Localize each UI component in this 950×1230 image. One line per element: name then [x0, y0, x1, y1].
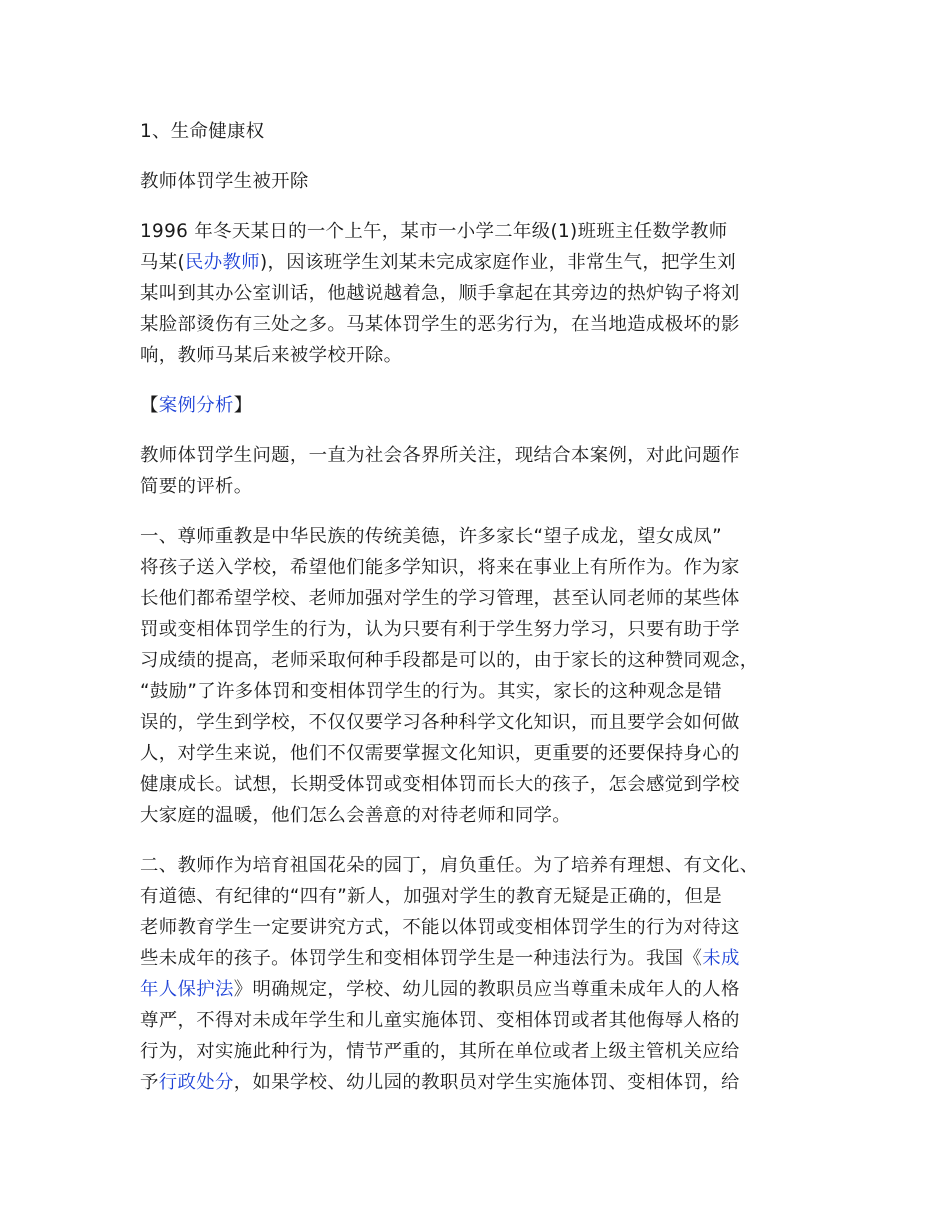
text-line: 健康成长。试想，长期受体罚或变相体罚而长大的孩子，怎会感觉到学校: [140, 774, 740, 795]
text-line: 一、尊师重教是中华民族的传统美德，许多家长“望子成龙，望女成凤”: [140, 526, 722, 547]
text-line: 马某(民办教师)，因该班学生刘某未完成家庭作业，非常生气，把学生刘: [140, 252, 737, 273]
text-line: 行为，对实施此种行为，情节严重的，其所在单位或者上级主管机关应给: [140, 1041, 740, 1062]
text-line: 某脸部烫伤有三处之多。马某体罚学生的恶劣行为，在当地造成极坏的影: [140, 314, 740, 335]
hyperlink[interactable]: 未成: [702, 948, 740, 969]
text-line: 简要的评析。: [140, 476, 253, 497]
text-line: 人，对学生来说，他们不仅需要掌握文化知识，更重要的还要保持身心的: [140, 743, 740, 764]
text-line: 习成绩的提高，老师采取何种手段都是可以的，由于家长的这种赞同观念，: [140, 650, 759, 671]
text-line: 误的，学生到学校，不仅仅要学习各种科学文化知识，而且要学会如何做: [140, 712, 740, 733]
text-line: 有道德、有纪律的“四有”新人，加强对学生的教育无疑是正确的，但是: [140, 886, 722, 907]
text-line: 年人保护法》明确规定，学校、幼儿园的教职员应当尊重未成年人的人格: [140, 979, 740, 1000]
text-line: 尊严，不得对未成年学生和儿童实施体罚、变相体罚或者其他侮辱人格的: [140, 1010, 740, 1031]
hyperlink[interactable]: 民办教师: [185, 252, 260, 273]
text-line: 大家庭的温暖，他们怎么会善意的对待老师和同学。: [140, 805, 572, 826]
hyperlink[interactable]: 年人保护法: [140, 979, 234, 1000]
hyperlink[interactable]: 案例分析: [158, 395, 234, 416]
text-line: 响，教师马某后来被学校开除。: [140, 345, 403, 366]
text-line: 些未成年的孩子。体罚学生和变相体罚学生是一种违法行为。我国《未成: [140, 948, 740, 969]
section-heading: 1、生命健康权: [140, 121, 265, 142]
hyperlink[interactable]: 行政处分: [158, 1072, 234, 1093]
text-line: 长他们都希望学校、老师加强对学生的学习管理，甚至认同老师的某些体: [140, 588, 740, 609]
text-line: 1996 年冬天某日的一个上午，某市一小学二年级(1)班班主任数学教师: [140, 221, 728, 242]
analysis-intro-paragraph: [140, 440, 820, 502]
text-line: 罚或变相体罚学生的行为，认为只要有利于学生努力学习，只要有助于学: [140, 619, 740, 640]
text-line: 某叫到其办公室训话，他越说越着急，顺手拿起在其旁边的热炉钩子将刘: [140, 283, 740, 304]
case-paragraph: [140, 216, 820, 371]
analysis-heading: [140, 390, 820, 421]
text-line: 予行政处分，如果学校、幼儿园的教职员对学生实施体罚、变相体罚，给: [140, 1072, 740, 1093]
text-line: “鼓励”了许多体罚和变相体罚学生的行为。其实，家长的这种观念是错: [140, 681, 722, 702]
document-body: [140, 116, 820, 1117]
analysis-point-one: [140, 521, 820, 831]
text-line: 二、教师作为培育祖国花朵的园丁，肩负重任。为了培养有理想、有文化、: [140, 855, 759, 876]
text-line: 将孩子送入学校，希望他们能多学知识，将来在事业上有所作为。作为家: [140, 557, 740, 578]
case-title: 教师体罚学生被开除: [140, 171, 309, 192]
text-line: 【案例分析】: [140, 395, 253, 416]
text-line: 老师教育学生一定要讲究方式，不能以体罚或变相体罚学生的行为对待这: [140, 917, 740, 938]
text-line: 教师体罚学生问题，一直为社会各界所关注，现结合本案例，对此问题作: [140, 445, 740, 466]
analysis-point-two: [140, 850, 820, 1098]
